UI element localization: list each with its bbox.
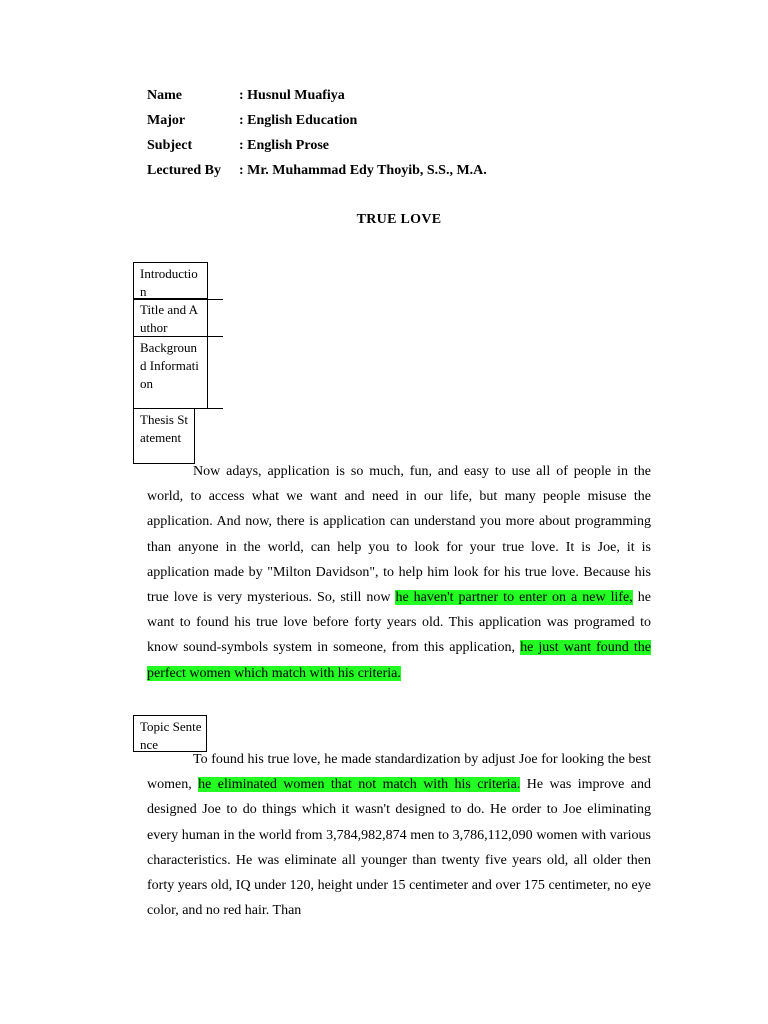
info-label: Name (147, 88, 182, 103)
info-value: : Mr. Muhammad Edy Thoyib, S.S., M.A. (239, 163, 487, 178)
info-value: : English Prose (239, 138, 329, 153)
paragraph-introduction (147, 459, 651, 686)
outline-title-author-box: Title and Author (133, 299, 208, 336)
paragraph-text: To found his true love, he made standardization by adjust Joe for looking the best women, (147, 752, 651, 793)
info-label: Subject (147, 138, 193, 153)
highlighted-text: he eliminated women that not match with his criteria. (198, 777, 521, 793)
paragraph-body (147, 747, 651, 923)
outline-topic-sentence-box: Topic Sentence (133, 715, 207, 752)
highlighted-text: he haven't partner to enter on a new life, (395, 590, 633, 606)
outline-introduction-box: Introduction (133, 262, 208, 299)
paragraph-text: He was improve and designed Joe to do things which it wasn't designed to do. He order to Joe eliminating every human in the world from 3,784,982,874 men to 3,786,112,090 women with various characteristics. He was eliminate all younger than twenty five years old, all older then forty years old, IQ under 120, height under 15 centimeter and over 175 centimeter, no eye color, and no red hair. Than (147, 777, 651, 919)
info-label: Lectured By (147, 163, 222, 178)
document-title: TRUE LOVE (356, 212, 442, 227)
info-value: : Husnul Muafiya (239, 88, 345, 103)
highlighted-text: he just want found the perfect women which match with his criteria. (147, 640, 651, 681)
paragraph-text: he want to found his true love before forty years old. This application was programed to know sound-symbols system in someone, from this application, (147, 590, 651, 656)
paragraph-text: Now adays, application is so much, fun, and easy to use all of people in the world, to access what we want and need in our life, but many people misuse the application. And now, there is application can understand you more about programming than anyone in the world, can help you to look for your true love. It is Joe, it is application made by "Milton Davidson", to help him look for his true love. Because his true love is very mysterious. So, still now (147, 464, 651, 606)
info-value: : English Education (239, 113, 358, 128)
outline-thesis-box: Thesis Statement (133, 408, 195, 464)
info-label: Major (147, 113, 186, 128)
outline-background-box: Background Information (133, 336, 208, 408)
